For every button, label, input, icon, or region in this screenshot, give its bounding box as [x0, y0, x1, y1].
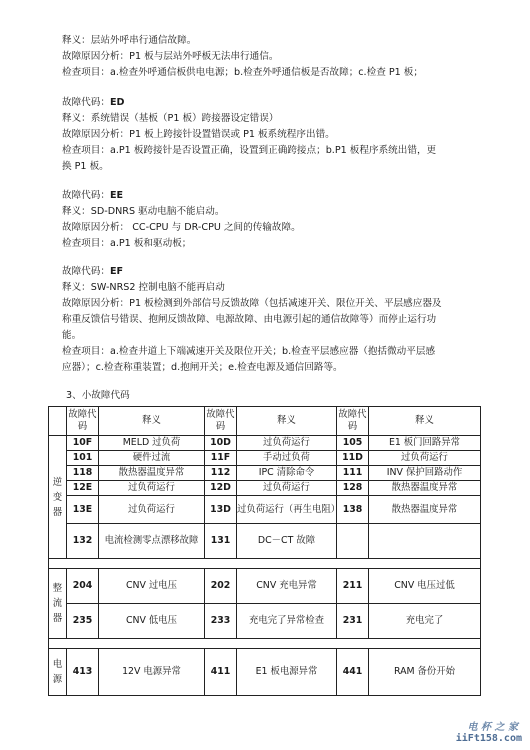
spacer-cell	[337, 559, 369, 569]
spacer-cell	[369, 639, 481, 649]
table-cell	[337, 524, 369, 559]
table-cell: 散热器温度异常	[369, 496, 481, 524]
watermark-bottom-text: iiFt158.com	[455, 733, 522, 744]
category-power: 电源	[49, 649, 67, 696]
table-cell: CNV 电压过低	[369, 569, 481, 604]
fault-code-table	[48, 406, 481, 696]
table-cell: CNV 充电异常	[237, 569, 337, 604]
table-cell: 128	[337, 481, 369, 496]
text-line: 故障原因分析：P1 板上跨接针设置错误或 P1 板系统程序出错。	[62, 129, 335, 140]
table-cell: 过负荷运行	[369, 451, 481, 466]
table-cell: 散热器温度异常	[369, 481, 481, 496]
table-cell: 112	[205, 466, 237, 481]
table-row	[49, 466, 481, 481]
fault-code: EE	[109, 190, 124, 201]
table-header-row	[49, 407, 481, 436]
table-cell: 过负荷运行（再生电阻）	[237, 496, 337, 524]
spacer-cell	[237, 639, 337, 649]
category-converter: 整流器	[49, 569, 67, 639]
table-cell: CNV 过电压	[99, 569, 205, 604]
table-cell: 12V 电源异常	[99, 649, 205, 696]
spacer-cell	[205, 559, 237, 569]
fault-code-label: 故障代码：	[62, 266, 110, 277]
watermark-top-text: 电 杯 之 家	[467, 722, 518, 733]
text-line: 故障原因分析：P1 板检测到外部信号反馈故障（包括减速开关、限位开关、平层感应器及	[62, 298, 442, 309]
header-blank	[49, 407, 67, 436]
table-cell: 413	[67, 649, 99, 696]
table-cell: 204	[67, 569, 99, 604]
table-row	[49, 436, 481, 451]
table-cell: MELD 过负荷	[99, 436, 205, 451]
table-cell: E1 板门回路异常	[369, 436, 481, 451]
text-line: 释义：系统错误（基板（P1 板）跨接器设定错误）	[62, 113, 279, 124]
spacer-cell	[337, 639, 369, 649]
table-cell: E1 板电源异常	[237, 649, 337, 696]
table-cell: 硬件过流	[99, 451, 205, 466]
fault-code: EF	[109, 266, 124, 277]
spacer-cell	[99, 559, 205, 569]
table-row	[49, 496, 481, 524]
table-cell: 11F	[205, 451, 237, 466]
table-cell: 233	[205, 604, 237, 639]
table-cell: 118	[67, 466, 99, 481]
table-row	[49, 569, 481, 604]
table-row	[49, 604, 481, 639]
text-line: 释义：层站外呼串行通信故障。	[62, 35, 197, 46]
fault-code-heading	[62, 189, 123, 203]
table-cell: 充电完了	[369, 604, 481, 639]
header-meaning: 释义	[99, 407, 205, 436]
table-spacer-row	[49, 559, 481, 569]
table-cell: 12D	[205, 481, 237, 496]
text-line: 故障原因分析：P1 板与层站外呼板无法串行通信。	[62, 51, 279, 62]
table-cell: 12E	[67, 481, 99, 496]
text-line: 称重反馈信号错误、抱闸反馈故障、电源故障、由电源引起的通信故障等）而停止运行功	[62, 314, 437, 325]
table-cell: 105	[337, 436, 369, 451]
table-row	[49, 524, 481, 559]
table-cell: 过负荷运行	[237, 481, 337, 496]
text-line: 检查项目：a.P1 板和驱动板；	[62, 238, 192, 249]
table-cell: 211	[337, 569, 369, 604]
table-cell: 131	[205, 524, 237, 559]
table-cell: DC－CT 故障	[237, 524, 337, 559]
spacer-cell	[99, 639, 205, 649]
header-code: 故障代码	[337, 407, 369, 436]
table-cell: 202	[205, 569, 237, 604]
table-spacer-row	[49, 639, 481, 649]
table-row	[49, 649, 481, 696]
spacer-cell	[205, 639, 237, 649]
header-code: 故障代码	[67, 407, 99, 436]
table-cell: 13D	[205, 496, 237, 524]
header-code: 故障代码	[205, 407, 237, 436]
table-cell: 111	[337, 466, 369, 481]
fault-code-label: 故障代码：	[62, 190, 110, 201]
table-cell: 过负荷运行	[237, 436, 337, 451]
text-line: 检查项目：a.检查井道上下端减速开关及限位开关；b.检查平层感应器（抱括微动平层感	[62, 346, 436, 357]
spacer-cell	[237, 559, 337, 569]
table-cell: CNV 低电压	[99, 604, 205, 639]
table-cell: INV 保护回路动作	[369, 466, 481, 481]
table-row	[49, 451, 481, 466]
text-line: 故障原因分析： CC-CPU 与 DR-CPU 之间的传输故障。	[62, 222, 301, 233]
table-cell: 过负荷运行	[99, 496, 205, 524]
fault-code-label: 故障代码：	[62, 97, 110, 108]
table-cell: 电流检测零点漂移故障	[99, 524, 205, 559]
spacer-cell	[67, 639, 99, 649]
table-cell: 过负荷运行	[99, 481, 205, 496]
spacer-cell	[369, 559, 481, 569]
table-cell: 138	[337, 496, 369, 524]
fault-code-heading	[62, 96, 125, 110]
table-cell	[369, 524, 481, 559]
fault-code: ED	[109, 97, 125, 108]
table-cell: RAM 备份开始	[369, 649, 481, 696]
table-cell: 10F	[67, 436, 99, 451]
table-cell: 101	[67, 451, 99, 466]
text-line: 释义：SW-NRS2 控制电脑不能再启动	[62, 282, 225, 293]
text-line: 能。	[62, 330, 82, 341]
spacer-cell	[49, 639, 67, 649]
table-cell: 充电完了异常检查	[237, 604, 337, 639]
text-line: 释义：SD-DNRS 驱动电脑不能启动。	[62, 206, 225, 217]
table-cell: 231	[337, 604, 369, 639]
table-cell: IPC 清除命令	[237, 466, 337, 481]
table-cell: 13E	[67, 496, 99, 524]
fault-code-heading	[62, 265, 123, 279]
spacer-cell	[49, 559, 67, 569]
header-meaning: 释义	[369, 407, 481, 436]
table-row	[49, 481, 481, 496]
table-cell: 235	[67, 604, 99, 639]
spacer-cell	[67, 559, 99, 569]
table-cell: 手动过负荷	[237, 451, 337, 466]
text-line: 应器）；c.检查称重装置；d.抱闸开关；e.检查电源及通信回路等。	[62, 362, 343, 373]
table-cell: 411	[205, 649, 237, 696]
text-line: 检查项目：a.检查外呼通信板供电电源；b.检查外呼通信板是否故障；c.检查 P1 板；	[62, 67, 423, 78]
table-cell: 11D	[337, 451, 369, 466]
table-cell: 散热器温度异常	[99, 466, 205, 481]
table-cell: 132	[67, 524, 99, 559]
header-meaning: 释义	[237, 407, 337, 436]
table-cell: 441	[337, 649, 369, 696]
table-cell: 10D	[205, 436, 237, 451]
text-line: 换 P1 板。	[62, 161, 109, 172]
site-watermark	[444, 718, 522, 744]
category-inverter: 逆变器	[49, 436, 67, 559]
text-line: 检查项目：a.P1 板跨接针是否设置正确，设置到正确跨接点；b.P1 板程序系统出错，更	[62, 145, 437, 156]
section-title: 3、小故障代码	[66, 390, 130, 401]
